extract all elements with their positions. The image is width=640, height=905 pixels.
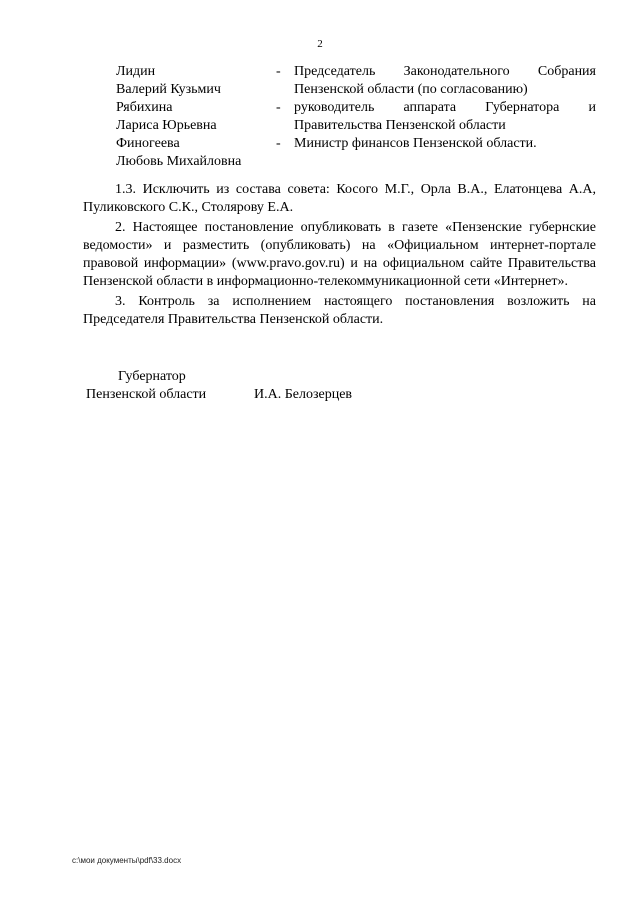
member-dash: - [276,64,281,79]
member-name [116,135,276,171]
paragraph: 3. Контроль за исполнением настоящего постановления возложить на Председателя Правительства Пензенской области. [83,294,596,327]
footer-file-path: c:\мои документы\pdf\33.docx [72,856,182,865]
member-dash: - [276,100,281,115]
member-position [294,63,596,99]
paragraph: 1.3. Исключить из состава совета: Косого М.Г., Орла В.А., Елатонцева А.А, Пуликовского С.К., Столярову Е.А. [83,182,596,215]
member-row [116,99,596,135]
signature-row [86,386,352,404]
signatory-name: И.А. Белозерцев [254,387,353,402]
page-number: 2 [317,38,323,50]
member-given-names: Любовь Михайловна [116,154,242,169]
member-given-names: Валерий Кузьмич [116,82,221,97]
member-surname: Рябихина [116,100,173,115]
member-position-line: Пензенской области (по согласованию) [294,82,528,97]
signatory-region: Пензенской области [86,387,207,402]
member-dash: - [276,136,281,151]
resolution-paragraphs [83,181,596,329]
member-given-names: Лариса Юрьевна [116,118,217,133]
member-row [116,135,596,171]
member-position-line: руководитель аппарата Губернатора и [294,100,596,115]
member-position-line: Правительства Пензенской области [294,118,506,133]
member-position-line: Министр финансов Пензенской области. [294,136,537,151]
signature-block [86,368,352,404]
member-position [294,99,596,135]
member-name [116,99,276,135]
paragraph: 2. Настоящее постановление опубликовать в газете «Пензенские губернские ведомости» и разместить (опубликовать) на «Официальном интернет-портале правовой информации» (www.pravo.gov.ru) и на официальном сайте Правительства Пензенской области в информационно-телекоммуникационной сети «Интернет». [83,220,596,289]
council-members-list [116,63,596,171]
member-row [116,63,596,99]
member-surname: Лидин [116,64,156,79]
member-name [116,63,276,99]
member-surname: Финогеева [116,136,180,151]
member-position-line: Председатель Законодательного Собрания [294,64,596,79]
member-position [294,135,596,153]
signatory-title: Губернатор [118,369,186,384]
